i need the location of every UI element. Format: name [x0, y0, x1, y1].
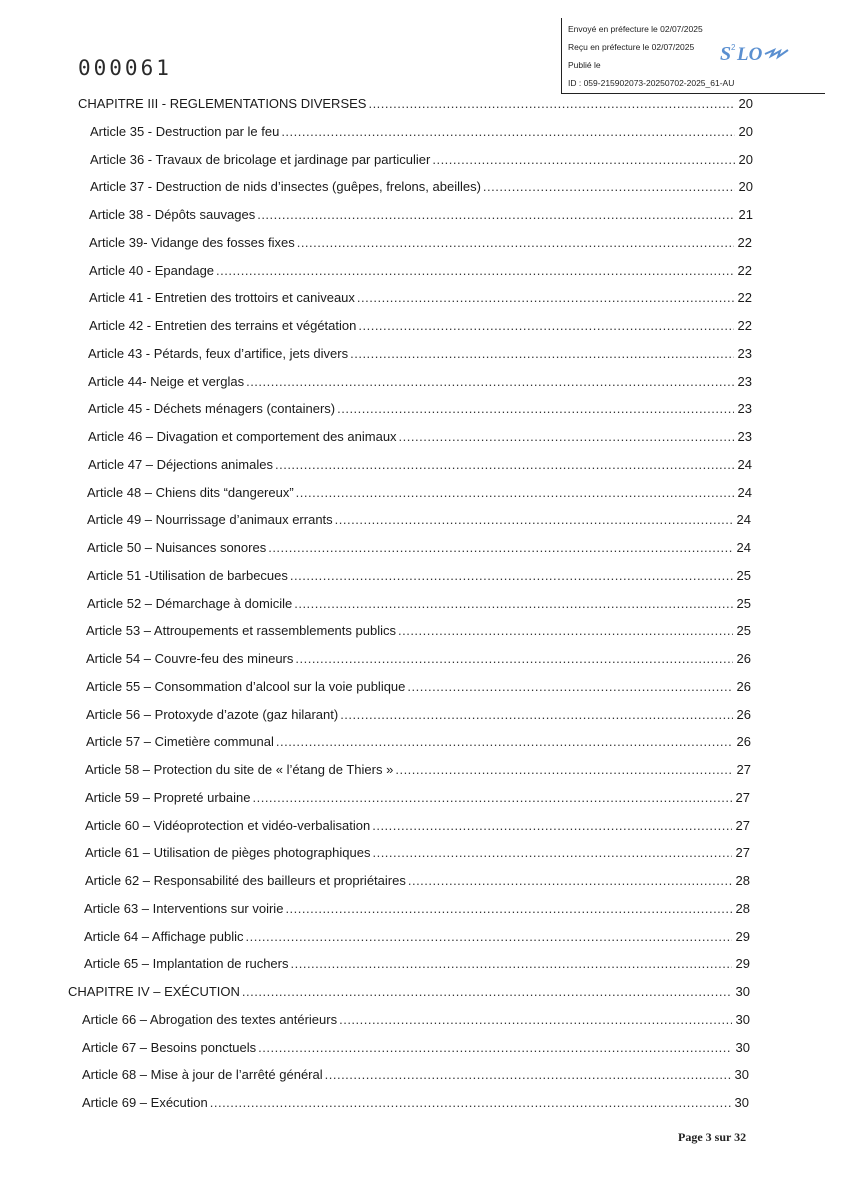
toc-leader-dots: [290, 568, 733, 584]
toc-page-number: 26: [736, 734, 751, 750]
toc-chapter: [68, 984, 750, 1000]
toc-leader-dots: [335, 512, 733, 528]
toc-page-number: 26: [736, 678, 751, 694]
toc-page-number: 26: [736, 706, 751, 722]
toc-entry: [86, 651, 751, 667]
toc-leader-dots: [291, 956, 733, 972]
toc-page-number: 20: [738, 151, 753, 167]
toc-entry-label: Article 48 – Chiens dits “dangereux”: [87, 484, 294, 500]
toc-entry-label: Article 54 – Couvre-feu des mineurs: [86, 651, 294, 666]
toc-leader-dots: [268, 540, 733, 556]
toc-entry: [87, 485, 752, 501]
toc-entry-label: Article 66 – Abrogation des textes antérieurs: [82, 1011, 338, 1027]
toc-entry: [89, 235, 752, 251]
toc-page-number: 30: [734, 1095, 749, 1110]
toc-entry-label: Article 64 – Affichage public: [84, 928, 244, 944]
toc-entry: [89, 318, 752, 334]
stamp-sent: Envoyé en préfecture le 02/07/2025: [568, 24, 703, 34]
toc-entry-label: Article 62 – Responsabilité des bailleurs et propriétaires: [85, 873, 406, 888]
toc-page-number: 24: [736, 540, 751, 555]
toc-leader-dots: [368, 96, 735, 112]
toc-leader-dots: [296, 485, 734, 501]
toc-entry: [85, 845, 750, 861]
toc-page-number: 30: [734, 1067, 749, 1083]
toc-page-number: 30: [735, 1039, 750, 1055]
toc-leader-dots: [350, 346, 734, 362]
toc-entry-label: Article 68 – Mise à jour de l’arrêté général: [82, 1067, 323, 1083]
toc-leader-dots: [395, 762, 733, 778]
toc-leader-dots: [357, 290, 734, 306]
document-number: 000061: [78, 56, 172, 80]
toc-entry: [86, 707, 751, 723]
toc-entry: [85, 873, 750, 889]
toc-page-number: 24: [737, 456, 752, 472]
toc-entry: [89, 207, 753, 223]
toc-entry: [90, 152, 753, 168]
toc-entry-label: Article 69 – Exécution: [82, 1095, 208, 1110]
toc-leader-dots: [295, 651, 733, 667]
toc-entry-label: Article 50 – Nuisances sonores: [87, 540, 267, 555]
toc-entry: [86, 623, 751, 639]
toc-leader-dots: [399, 429, 734, 445]
toc-entry-label: Article 36 - Travaux de bricolage et jardinage par particulier: [90, 151, 431, 167]
toc-entry-label: Article 51 -Utilisation de barbecues: [87, 567, 288, 583]
toc-entry-label: Article 45 - Déchets ménagers (containers): [88, 401, 336, 417]
toc-entry: [88, 346, 752, 362]
toc-page-number: 30: [735, 984, 750, 999]
toc-entry: [88, 429, 752, 445]
toc-leader-dots: [483, 179, 735, 195]
toc-entry: [86, 679, 751, 695]
toc-entry: [82, 1012, 750, 1028]
toc-leader-dots: [257, 207, 735, 223]
toc-page-number: 28: [735, 873, 750, 888]
toc-page-number: 23: [737, 429, 752, 444]
toc-entry: [87, 512, 751, 528]
toc-page-number: 24: [736, 512, 751, 528]
toc-entry-label: Article 56 – Protoxyde d’azote (gaz hilarant): [86, 706, 339, 722]
toc-leader-dots: [275, 457, 734, 473]
toc-entry-label: Article 55 – Consommation d’alcool sur la voie publique: [86, 678, 406, 694]
toc-leader-dots: [337, 401, 734, 417]
toc-entry: [86, 734, 751, 750]
toc-page-number: 27: [736, 762, 751, 777]
toc-leader-dots: [252, 790, 732, 806]
toc-page-number: 29: [735, 956, 750, 972]
toc-leader-dots: [325, 1067, 731, 1083]
toc-leader-dots: [258, 1040, 732, 1056]
toc-entry-label: Article 38 - Dépôts sauvages: [89, 207, 256, 222]
svg-text:2: 2: [731, 43, 736, 52]
toc-page-number: 23: [737, 345, 752, 361]
toc-page-number: 22: [737, 262, 752, 278]
toc-page-number: 21: [738, 207, 753, 222]
toc-leader-dots: [246, 374, 734, 390]
toc-page-number: 20: [738, 123, 753, 139]
toc-leader-dots: [398, 623, 733, 639]
toc-entry-label: CHAPITRE III - REGLEMENTATIONS DIVERSES: [78, 96, 367, 111]
toc-entry-label: Article 52 – Démarchage à domicile: [87, 595, 293, 611]
toc-entry-label: Article 44- Neige et verglas: [88, 373, 245, 389]
toc-entry: [82, 1095, 749, 1111]
toc-entry-label: Article 65 – Implantation de ruchers: [84, 956, 289, 972]
toc-entry-label: Article 40 - Epandage: [89, 262, 215, 278]
toc-entry-label: Article 63 – Interventions sur voirie: [84, 900, 284, 916]
toc-entry-label: Article 47 – Déjections animales: [88, 456, 273, 472]
toc-leader-dots: [340, 707, 733, 723]
toc-entry: [90, 179, 753, 195]
toc-page-number: 20: [738, 96, 753, 111]
toc-entry-label: Article 67 – Besoins ponctuels: [82, 1039, 257, 1055]
toc-page-number: 25: [736, 595, 751, 611]
stamp-received: Reçu en préfecture le 02/07/2025: [568, 42, 695, 52]
stamp-published: Publié le: [568, 60, 601, 70]
toc-entry: [82, 1067, 749, 1083]
toc-entry: [82, 1040, 750, 1056]
toc-entry-label: Article 58 – Protection du site de « l’étang de Thiers »: [85, 762, 394, 777]
toc-leader-dots: [294, 596, 733, 612]
toc-leader-dots: [285, 901, 732, 917]
toc-page-number: 20: [738, 179, 753, 195]
toc-page-number: 29: [735, 928, 750, 944]
toc-page-number: 25: [736, 623, 751, 639]
toc-page-number: 23: [737, 401, 752, 417]
toc-entry-label: Article 59 – Propreté urbaine: [85, 789, 251, 805]
toc-page-number: 22: [737, 234, 752, 250]
toc-entry: [88, 401, 752, 417]
toc-entry: [87, 596, 751, 612]
toc-page-number: 27: [735, 817, 750, 833]
toc-entry: [84, 956, 750, 972]
toc-leader-dots: [245, 929, 732, 945]
toc-entry-label: CHAPITRE IV – EXÉCUTION: [68, 984, 240, 999]
toc-entry-label: Article 37 - Destruction de nids d’insectes (guêpes, frelons, abeilles): [90, 179, 481, 195]
toc-entry: [84, 901, 750, 917]
toc-leader-dots: [339, 1012, 732, 1028]
toc-leader-dots: [408, 873, 732, 889]
toc-page-number: 26: [736, 651, 751, 666]
toc-page-number: 23: [737, 373, 752, 389]
toc-page-number: 25: [736, 567, 751, 583]
toc-entry: [85, 790, 750, 806]
toc-page-number: 24: [737, 484, 752, 500]
toc-entry-label: Article 35 - Destruction par le feu: [90, 123, 280, 139]
toc-page-number: 22: [737, 290, 752, 306]
toc-leader-dots: [372, 845, 732, 861]
toc-leader-dots: [216, 263, 734, 279]
toc-leader-dots: [281, 124, 735, 140]
page-footer: Page 3 sur 32: [678, 1130, 747, 1144]
toc-entry: [89, 290, 752, 306]
toc-entry: [88, 457, 752, 473]
toc-page-number: 27: [735, 845, 750, 861]
toc-leader-dots: [276, 734, 733, 750]
toc-entry-label: Article 57 – Cimetière communal: [86, 734, 274, 750]
svg-text:S: S: [720, 43, 732, 65]
toc-entry-label: Article 39- Vidange des fosses fixes: [89, 234, 295, 250]
toc-entry: [85, 762, 751, 778]
toc-entry: [85, 818, 750, 834]
toc-entry-label: Article 61 – Utilisation de pièges photographiques: [85, 845, 371, 861]
toc-leader-dots: [407, 679, 733, 695]
toc-entry: [89, 263, 752, 279]
toc-entry: [87, 540, 751, 556]
toc-leader-dots: [242, 984, 732, 1000]
toc-leader-dots: [372, 818, 732, 834]
toc-page-number: 22: [737, 318, 752, 333]
toc-leader-dots: [210, 1095, 731, 1111]
toc-leader-dots: [432, 152, 735, 168]
toc-entry: [87, 568, 751, 584]
toc-leader-dots: [358, 318, 734, 334]
stamp-id: ID : 059-215902073-20250702-2025_61-AU: [568, 78, 735, 88]
toc-entry-label: Article 60 – Vidéoprotection et vidéo-verbalisation: [85, 817, 371, 833]
toc-entry-label: Article 43 - Pétards, feux d’artifice, jets divers: [88, 345, 349, 361]
toc-entry: [88, 374, 752, 390]
toc-page-number: 27: [735, 789, 750, 805]
toc-chapter: [78, 96, 753, 112]
toc-entry-label: Article 53 – Attroupements et rassemblements publics: [86, 623, 396, 639]
toc-entry-label: Article 41 - Entretien des trottoirs et caniveaux: [89, 290, 355, 306]
toc-entry-label: Article 49 – Nourrissage d’animaux errants: [87, 512, 333, 528]
toc-entry: [84, 929, 750, 945]
toc-entry: [90, 124, 753, 140]
toc-page-number: 28: [735, 900, 750, 916]
svg-text:LO: LO: [737, 44, 763, 65]
toc-page-number: 30: [735, 1011, 750, 1027]
toc-entry-label: Article 46 – Divagation et comportement des animaux: [88, 429, 397, 444]
toc-leader-dots: [297, 235, 734, 251]
toc-entry-label: Article 42 - Entretien des terrains et végétation: [89, 318, 357, 333]
